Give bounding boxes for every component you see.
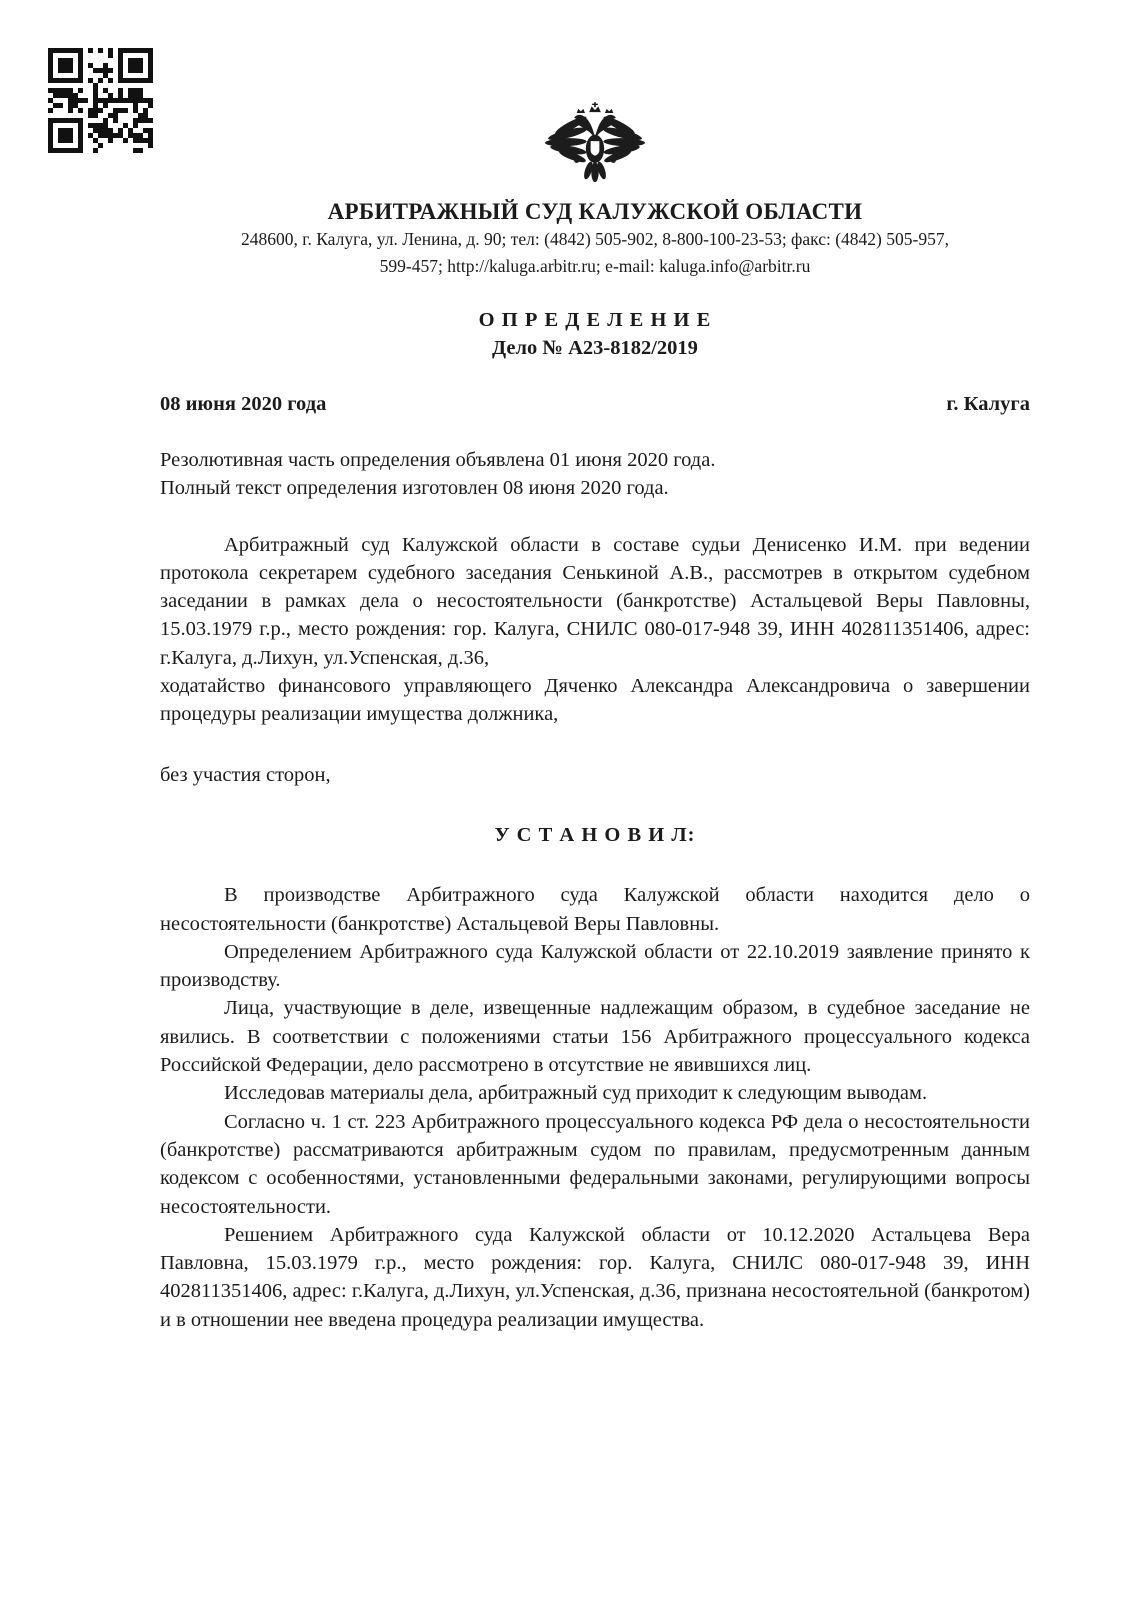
case-number: Дело № А23-8182/2019	[492, 337, 698, 359]
full-text-made-line: Полный текст определения изготовлен 08 июня 2020 года.	[160, 477, 669, 500]
body-paragraph: Исследовав материалы дела, арбитражный суд приходит к следующим выводам.	[224, 1082, 928, 1105]
body-paragraph: Лица, участвующие в деле, извещенные надлежащим образом, в судебное заседание не явились. В соответствии с положениями статьи 156 Арбитражного процессуального кодекса Российской Федерации, дело рассмотрено в отсутствие не явившихся лиц.	[160, 997, 1030, 1077]
body-paragraph: В производстве Арбитражного суда Калужской области находится дело о несостоятельности (банкротстве) Астальцевой Веры Павловны.	[160, 884, 1030, 935]
document-type-heading: О П Р Е Д Е Л Е Н И Е	[478, 309, 712, 331]
court-name: АРБИТРАЖНЫЙ СУД КАЛУЖСКОЙ ОБЛАСТИ	[327, 199, 863, 224]
motion-paragraph: ходатайство финансового управляющего Дяченко Александра Александровича о завершении процедуры реализации имущества должника,	[160, 675, 1030, 726]
ustanovil-heading: У С Т А Н О В И Л:	[494, 823, 696, 846]
document-city: г. Калуга	[946, 393, 1030, 415]
qr-code-icon	[48, 48, 153, 153]
resolution-announced-line: Резолютивная часть определения объявлена 01 июня 2020 года.	[160, 449, 716, 471]
court-contact-line: 599-457; http://kaluga.arbitr.ru; e-mail: kaluga.info@arbitr.ru	[379, 256, 811, 276]
dateline	[160, 390, 1030, 418]
coat-of-arms-icon	[160, 102, 1030, 190]
parties-absence-line: без участия сторон,	[160, 763, 331, 786]
body-paragraph: Определением Арбитражного суда Калужской области от 22.10.2019 заявление принято к производству.	[160, 940, 1030, 992]
document-date: 08 июня 2020 года	[160, 393, 327, 415]
body-paragraph: Решением Арбитражного суда Калужской области от 10.12.2020 Астальцева Вера Павловна, 15.03.1979 г.р., место рождения: гор. Калуга, СНИЛС 080-017-948 39, ИНН 402811351406, адрес: г.Калуга, д.Лихун, ул.Успенская, д.36, признана несостоятельной (банкротом) и в отношении нее введена процедура реализации имущества.	[160, 1223, 1030, 1331]
court-address-line: 248600, г. Калуга, ул. Ленина, д. 90; тел: (4842) 505-902, 8-800-100-23-53; факс: (4842) 505-957,	[241, 229, 949, 249]
qr-code-svg	[48, 48, 153, 153]
document-content	[160, 0, 1030, 1334]
intro-paragraph: Арбитражный суд Калужской области в составе судьи Денисенко И.М. при ведении протокола секретарем судебного заседания Сенькиной А.В., рассмотрев в открытом судебном заседании в рамках дела о несостоятельности (банкротстве) Астальцевой Веры Павловны, 15.03.1979 г.р., место рождения: гор. Калуга, СНИЛС 080-017-948 39, ИНН 402811351406, адрес: г.Калуга, д.Лихун, ул.Успенская, д.36,	[160, 533, 1030, 669]
body-paragraph: Согласно ч. 1 ст. 223 Арбитражного процессуального кодекса РФ дела о несостоятельности (банкротстве) рассматриваются арбитражным судом по правилам, предусмотренным данным кодексом с особенностями, установленными федеральными законами, регулирующими вопросы несостоятельности.	[160, 1110, 1030, 1218]
